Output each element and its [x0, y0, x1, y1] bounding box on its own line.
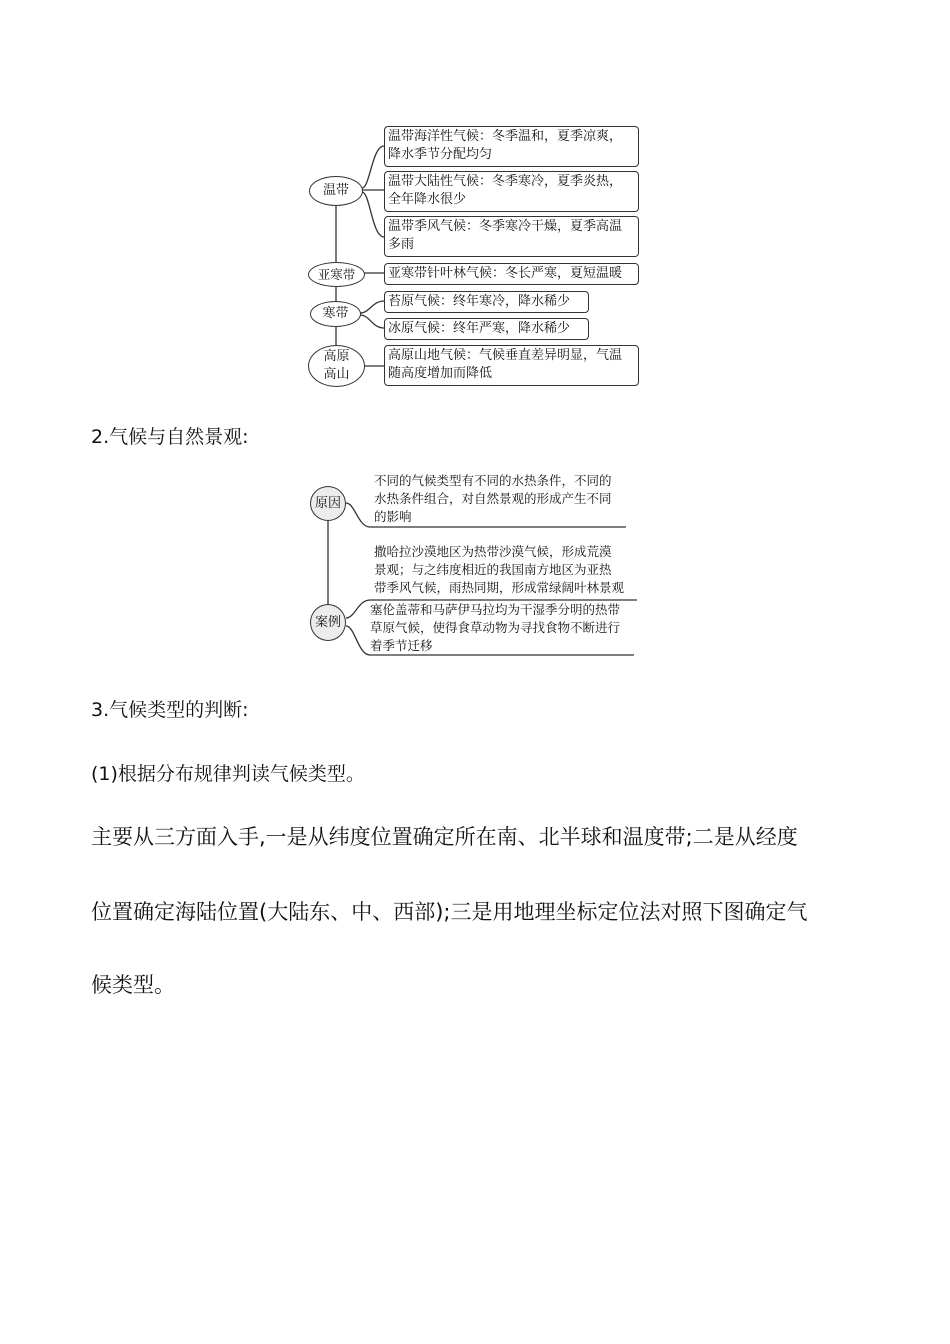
- node-subfrigid: [308, 262, 365, 287]
- node-temperate-label: 温带: [322, 183, 349, 198]
- box-highland-mountain: [384, 345, 639, 386]
- text-line: 着季节迁移: [370, 638, 433, 653]
- text-line: 带季风气候，雨热同期，形成常绿阔叶林景观: [374, 580, 625, 595]
- box-temperate-continental: [384, 171, 639, 212]
- node-reason: [310, 486, 346, 521]
- case-text-2: [370, 601, 620, 655]
- node-frigid-label: 寒带: [322, 306, 349, 321]
- paragraph-line: 位置确定海陆位置(大陆东、中、西部);三是用地理坐标定位法对照下图确定气: [91, 900, 808, 924]
- section-3-title: 3.气候类型的判断:: [91, 699, 249, 721]
- box-temperate-maritime: [384, 126, 639, 167]
- paragraph-line: 候类型。: [91, 973, 175, 997]
- node-case-label: 案例: [314, 614, 341, 630]
- node-frigid: [310, 301, 361, 327]
- box-temperate-monsoon: [384, 216, 639, 257]
- box-line: 温带大陆性气候：冬季寒冷，夏季炎热，: [388, 174, 623, 189]
- box-line: 亚寒带针叶林气候：冬长严寒，夏短温暖: [388, 266, 623, 281]
- text-line: 不同的气候类型有不同的水热条件，不同的: [374, 473, 612, 488]
- box-line: 温带海洋性气候：冬季温和，夏季凉爽，: [388, 129, 623, 144]
- box-tundra: [384, 291, 589, 313]
- reason-text: [374, 472, 612, 526]
- box-line: 苔原气候：终年寒冷，降水稀少: [388, 294, 571, 309]
- paragraph-line: 主要从三方面入手,一是从纬度位置确定所在南、北半球和温度带;二是从经度: [91, 825, 798, 849]
- node-temperate: [309, 176, 363, 206]
- node-highland: [308, 345, 365, 387]
- text-line: 草原气候，使得食草动物为寻找食物不断进行: [370, 620, 621, 635]
- box-line: 全年降水很少: [388, 192, 467, 207]
- box-line: 随高度增加而降低: [388, 366, 493, 381]
- text-line: 景观；与之纬度相近的我国南方地区为亚热: [374, 562, 612, 577]
- text-line: 撒哈拉沙漠地区为热带沙漠气候，形成荒漠: [374, 544, 612, 559]
- box-line: 高原山地气候：气候垂直差异明显，气温: [388, 348, 623, 363]
- box-line: 温带季风气候：冬季寒冷干燥，夏季高温: [388, 219, 623, 234]
- node-highland-label-2: 高山: [323, 367, 350, 382]
- node-case: [310, 604, 346, 641]
- box-line: 冰原气候：终年严寒，降水稀少: [388, 321, 571, 336]
- subsection-1-title: (1)根据分布规律判读气候类型。: [91, 763, 365, 785]
- text-line: 水热条件组合，对自然景观的形成产生不同: [374, 491, 612, 506]
- box-ice-cap: [384, 318, 589, 340]
- box-subarctic-coniferous: [384, 263, 639, 285]
- text-line: 塞伦盖蒂和马萨伊马拉均为干湿季分明的热带: [370, 602, 621, 617]
- box-line: 降水季节分配均匀: [388, 147, 493, 162]
- node-subfrigid-label: 亚寒带: [317, 266, 356, 282]
- box-line: 多雨: [388, 237, 415, 252]
- section-2-title: 2.气候与自然景观:: [91, 426, 249, 448]
- text-line: 的影响: [374, 509, 412, 524]
- node-highland-label-1: 高原: [323, 349, 350, 364]
- node-reason-label: 原因: [314, 495, 341, 511]
- case-text-1: [374, 543, 624, 597]
